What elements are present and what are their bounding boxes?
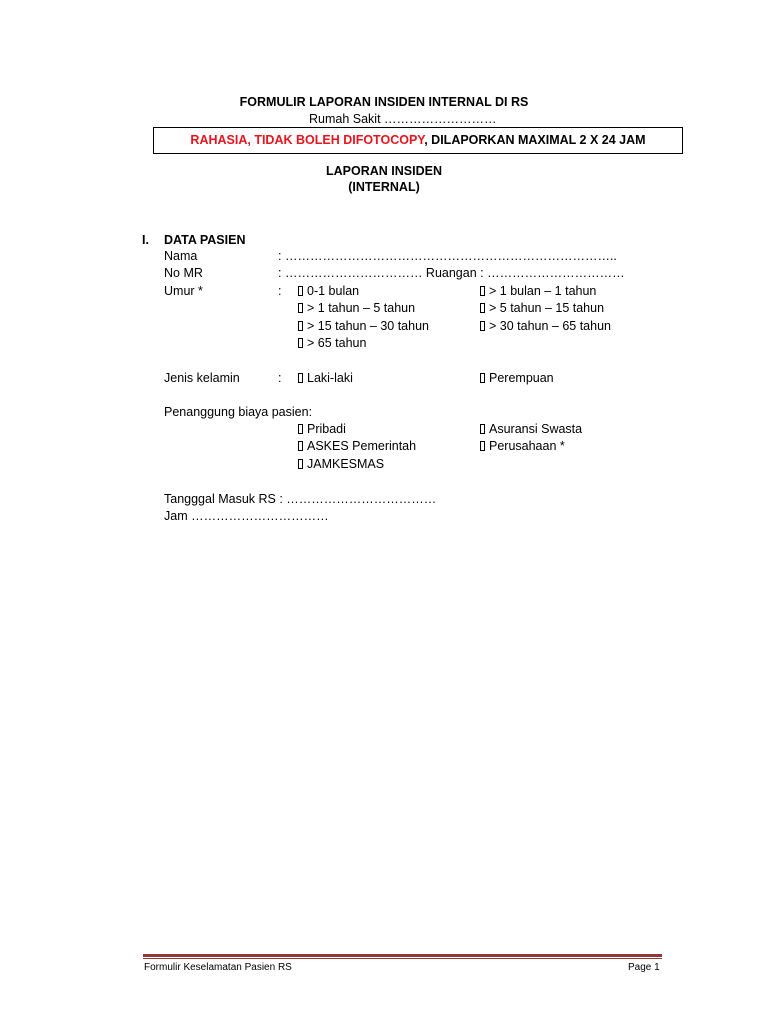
biaya-option-label: Asuransi Swasta (489, 422, 583, 436)
nomr-ruangan-field[interactable]: : …………………………… Ruangan : …………………………… (278, 266, 625, 280)
umur-option[interactable] (298, 319, 429, 333)
jam-field[interactable]: Jam …………………………… (164, 509, 329, 523)
checkbox-icon (298, 424, 303, 434)
footer-title: Formulir Keselamatan Pasien RS (144, 962, 292, 973)
section-number: I. (142, 233, 149, 247)
biaya-option[interactable] (298, 422, 346, 436)
biaya-option[interactable] (298, 457, 384, 471)
umur-option[interactable] (480, 284, 596, 298)
checkbox-icon (298, 321, 303, 331)
section-title: DATA PASIEN (164, 233, 246, 247)
umur-option-label: > 30 tahun – 65 tahun (489, 319, 611, 333)
checkbox-icon (298, 459, 303, 469)
umur-label: Umur * (164, 284, 203, 298)
nama-label: Nama (164, 249, 198, 263)
biaya-option[interactable] (480, 439, 565, 453)
footer-rule-thick (143, 954, 662, 957)
confidential-warning-text (154, 133, 682, 147)
checkbox-icon (480, 424, 485, 434)
umur-option[interactable] (480, 319, 611, 333)
checkbox-icon (480, 286, 485, 296)
biaya-option[interactable] (480, 422, 582, 436)
biaya-option-label: Pribadi (307, 422, 346, 436)
checkbox-icon (480, 441, 485, 451)
biaya-option-label: ASKES Pemerintah (307, 439, 417, 453)
checkbox-icon (298, 286, 303, 296)
footer-rule-thin (143, 958, 662, 959)
umur-option[interactable] (298, 301, 415, 315)
umur-colon: : (278, 284, 282, 298)
umur-option-label: > 15 tahun – 30 tahun (307, 319, 429, 333)
warning-black-text: , DILAPORKAN MAXIMAL 2 X 24 JAM (424, 133, 646, 147)
warning-red-text: RAHASIA, TIDAK BOLEH DIFOTOCOPY (190, 133, 425, 147)
gender-option-perempuan[interactable] (480, 371, 554, 385)
jenis-kelamin-colon: : (278, 371, 282, 385)
umur-option[interactable] (480, 301, 604, 315)
umur-option-label: 0-1 bulan (307, 284, 360, 298)
confidential-warning-box (153, 127, 683, 154)
checkbox-icon (298, 303, 303, 313)
nama-field[interactable]: : …………………………………………………………………….. (278, 249, 617, 263)
nomr-label: No MR (164, 266, 203, 280)
page-number: Page 1 (628, 962, 660, 973)
umur-option-label: > 5 tahun – 15 tahun (489, 301, 605, 315)
report-subtitle: (INTERNAL) (348, 180, 420, 194)
gender-option-label: Perempuan (489, 371, 554, 385)
checkbox-icon (480, 303, 485, 313)
biaya-option-label: Perusahaan * (489, 439, 565, 453)
jenis-kelamin-label: Jenis kelamin (164, 371, 240, 385)
report-title: LAPORAN INSIDEN (326, 164, 442, 178)
checkbox-icon (298, 338, 303, 348)
form-title: FORMULIR LAPORAN INSIDEN INTERNAL DI RS (239, 95, 529, 109)
penanggung-biaya-label: Penanggung biaya pasien: (164, 405, 313, 419)
umur-option-label: > 65 tahun (307, 336, 367, 350)
gender-option-label: Laki-laki (307, 371, 353, 385)
checkbox-icon (298, 373, 303, 383)
biaya-option[interactable] (298, 439, 416, 453)
biaya-option-label: JAMKESMAS (307, 457, 385, 471)
umur-option-label: > 1 tahun – 5 tahun (307, 301, 416, 315)
hospital-name-line: Rumah Sakit ……………………… (309, 112, 497, 126)
tanggal-masuk-field[interactable]: Tangggal Masuk RS : ……………………………… (164, 492, 437, 506)
umur-option[interactable] (298, 336, 366, 350)
gender-option-laki-laki[interactable] (298, 371, 353, 385)
checkbox-icon (480, 373, 485, 383)
checkbox-icon (298, 441, 303, 451)
umur-option[interactable] (298, 284, 359, 298)
checkbox-icon (480, 321, 485, 331)
umur-option-label: > 1 bulan – 1 tahun (489, 284, 597, 298)
